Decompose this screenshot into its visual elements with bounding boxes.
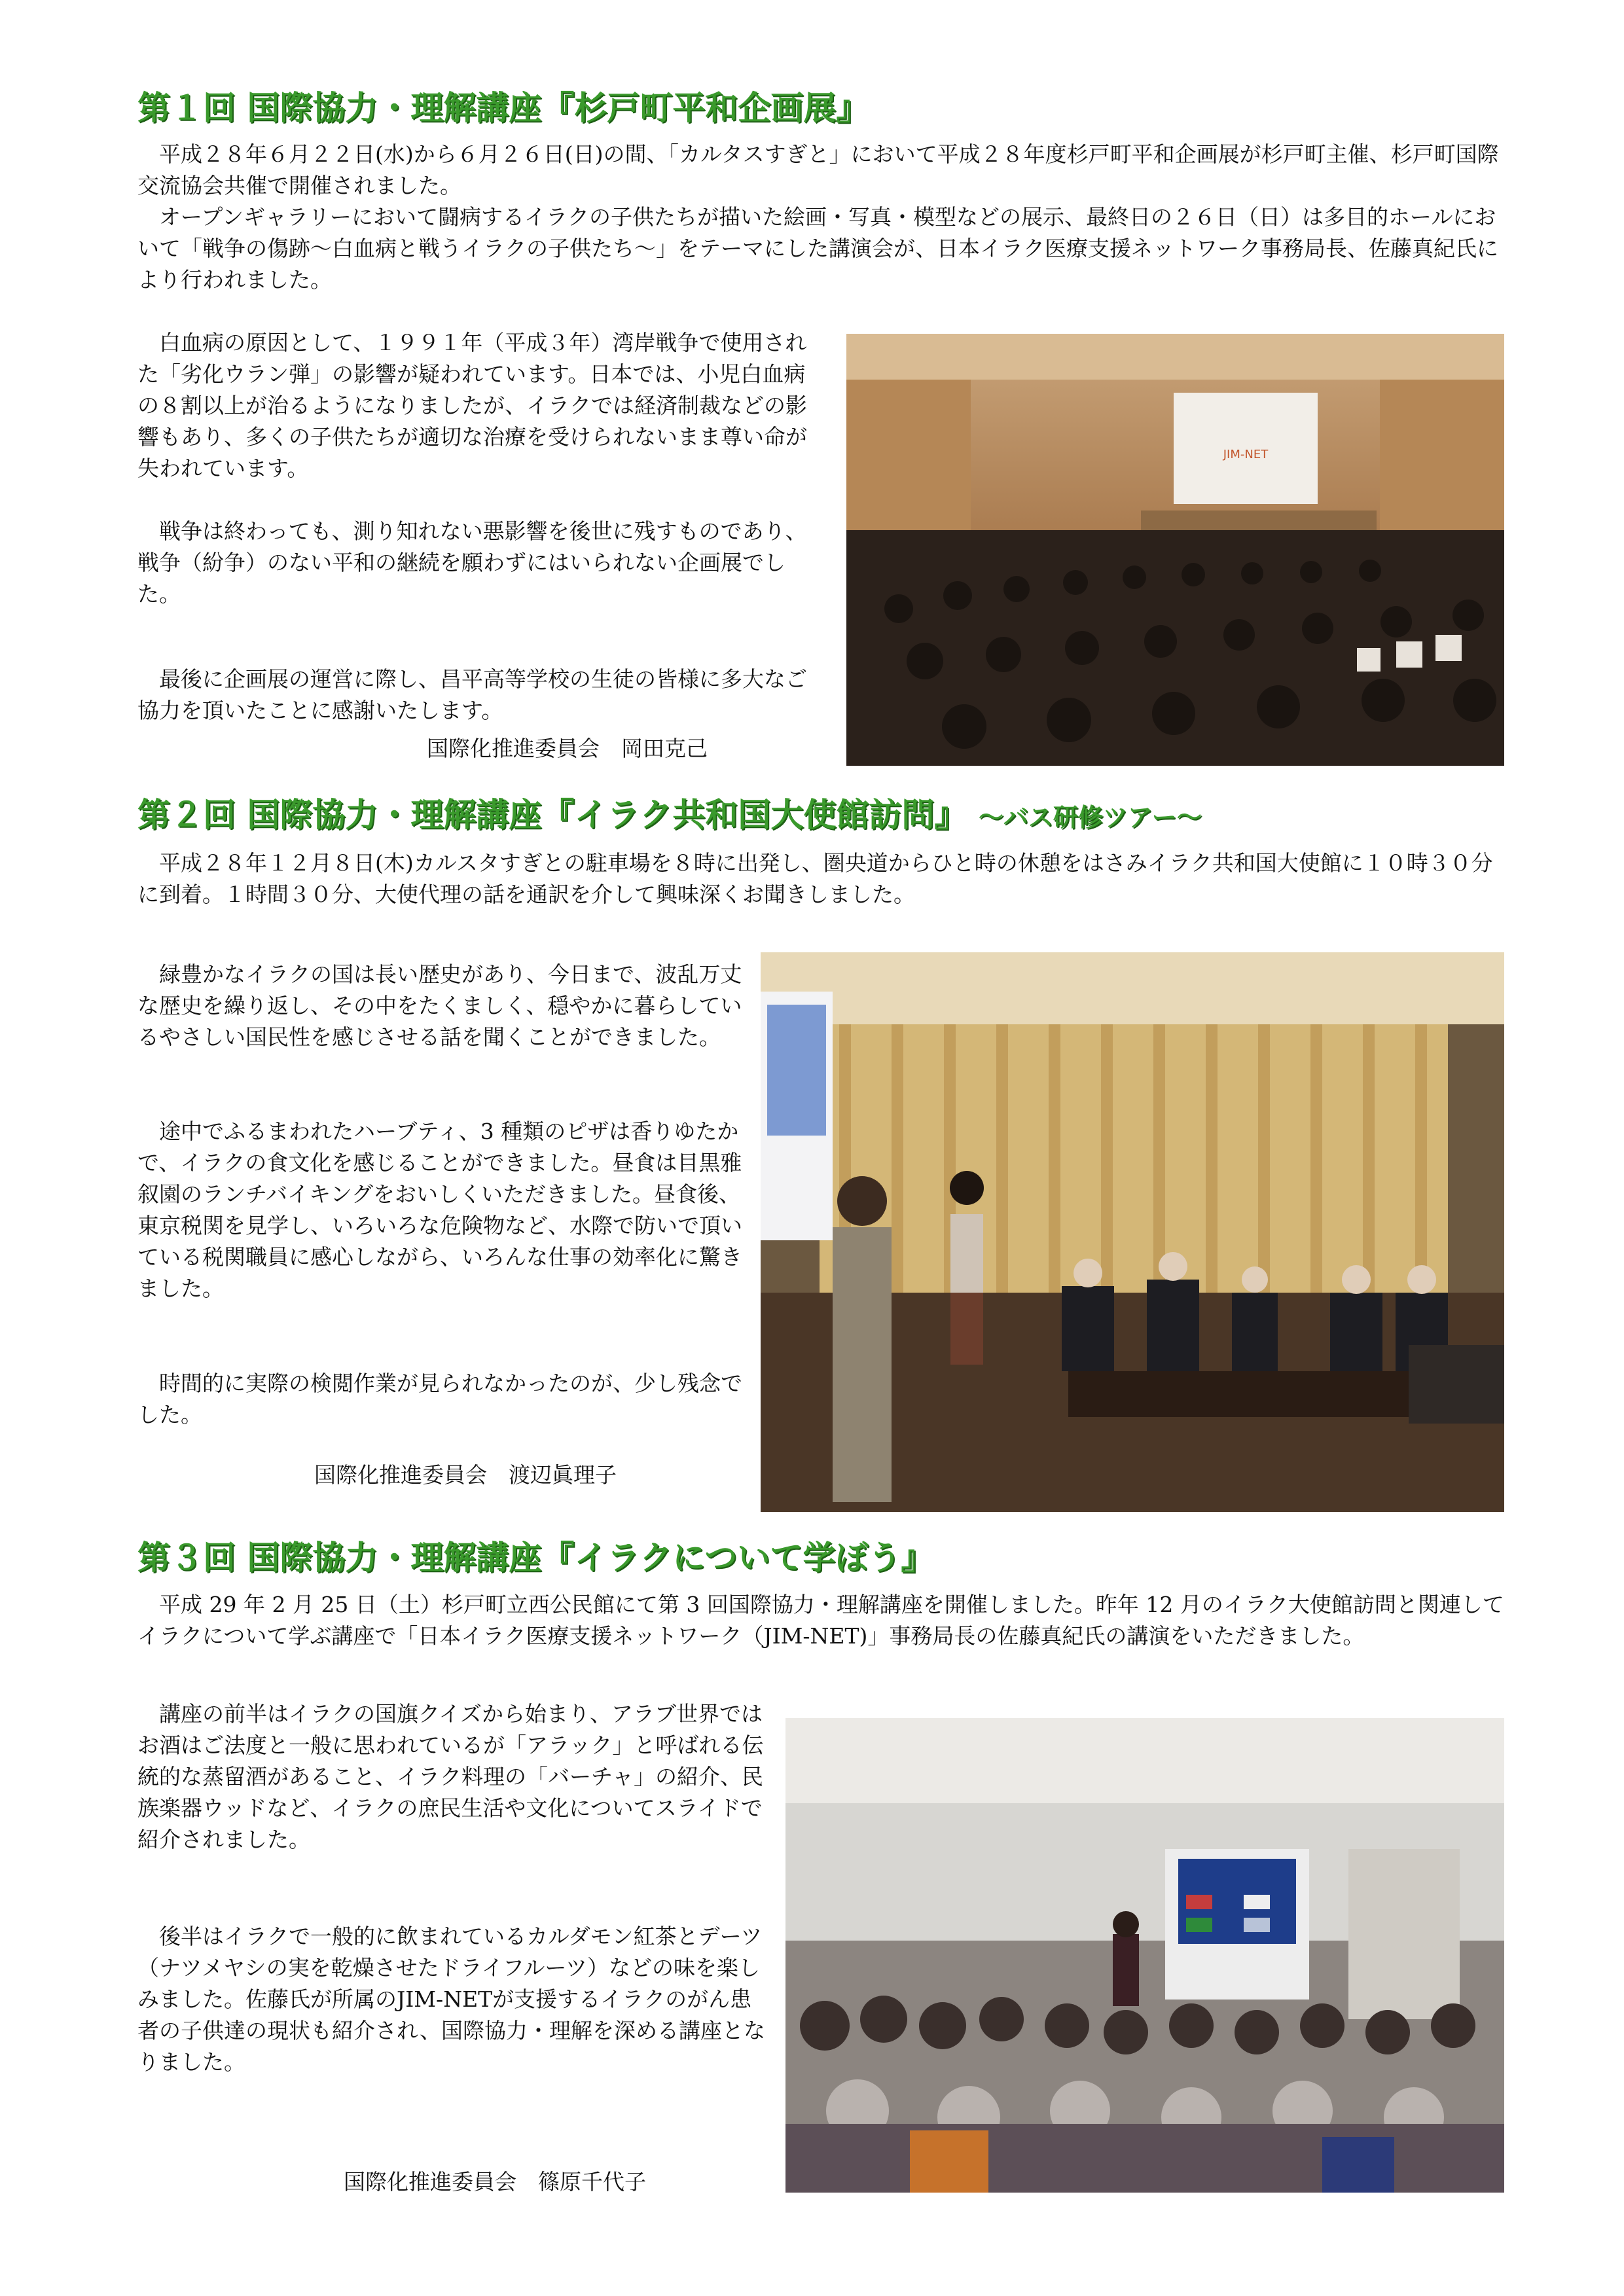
section2-title-text: 第２回 国際協力・理解講座『イラク共和国大使館訪問』 [137, 796, 967, 834]
section2-body-2: 途中でふるまわれたハーブティ、3 種類のピザは香りゆたかで、イラクの食文化を感じることができました。昼食は目黒雅叙園のランチバイキングをおいしくいただきました。昼食後、東京税関を見学し、いろいろな危険物など、水際で防いで頂いている税関職員に感心しながら、いろんな仕事の効率化に驚きました。 [137, 1119, 742, 1301]
section1-body-3: 最後に企画展の運営に際し、昌平高等学校の生徒の皆様に多大なご協力を頂いたことに感謝いたします。 [137, 666, 807, 723]
section1-author: 国際化推進委員会 岡田克己 [427, 736, 708, 761]
section3-body-2: 後半はイラクで一般的に飲まれているカルダモン紅茶とデーツ（ナツメヤシの実を乾燥させたドライフルーツ）などの味を楽しみました。佐藤氏が所属のJIM-NETが支援するイラクのがん患者の子供達の現状も紹介され、国際協力・理解を深める講座となりました。 [137, 1924, 765, 2075]
section1-body-2: 戦争は終わっても、測り知れない悪影響を後世に残すものであり、戦争（紛争）のない平和の継続を願わずにはいられない企画展でした。 [137, 518, 807, 607]
section1-intro-1: 平成２８年６月２２日(水)から６月２６日(日)の間、「カルタスすぎと」において平成２８年度杉戸町平和企画展が杉戸町主催、杉戸町国際交流協会共催で開催されました。 [137, 141, 1499, 198]
section1-body-1: 白血病の原因として、１９９１年（平成３年）湾岸戦争で使用された「劣化ウラン弾」の影響が疑われています。日本では、小児白血病の８割以上が治るようになりましたが、イラクでは経済制裁などの影響もあり、多くの子供たちが適切な治療を受けられないまま尊い命が失われています。 [137, 330, 807, 481]
section3-author: 国際化推進委員会 篠原千代子 [344, 2169, 646, 2195]
section2-subtitle: ～バス研修ツアー～ [978, 803, 1202, 832]
section2-author: 国際化推進委員会 渡辺眞理子 [314, 1462, 617, 1488]
section2-title [137, 792, 1202, 840]
section3-photo-lecture [785, 1718, 1504, 2193]
section3-title [137, 1535, 933, 1581]
section1-photo-auditorium [846, 334, 1504, 766]
section2-body-1: 緑豊かなイラクの国は長い歴史があり、今日まで、波乱万丈な歴史を繰り返し、その中をたくましく、穏やかに暮らしているやさしい国民性を感じさせる話を聞くことができました。 [137, 961, 742, 1050]
section3-title-text: 第３回 国際協力・理解講座『イラクについて学ぼう』 [137, 1539, 934, 1577]
section1-intro-2: オープンギャラリーにおいて闘病するイラクの子供たちが描いた絵画・写真・模型などの展示、最終日の２６日（日）は多目的ホールにおいて「戦争の傷跡～白血病と戦うイラクの子供たち～」をテーマにした講演会が、日本イラク医療支援ネットワーク事務局長、佐藤真紀氏により行われました。 [137, 204, 1498, 293]
slide-text: JIM-NET [1223, 448, 1269, 461]
section2-intro: 平成２８年１２月８日(木)カルスタすぎとの駐車場を８時に出発し、圏央道からひと時の休憩をはさみイラク共和国大使館に１０時３０分に到着。１時間３０分、大使代理の話を通訳を介して興味深くお聞きしました。 [137, 850, 1493, 907]
section3-body-1: 講座の前半はイラクの国旗クイズから始まり、アラブ世界ではお酒はご法度と一般に思われているが「アラック」と呼ばれる伝統的な蒸留酒があること、イラク料理の「バーチャ」の紹介、民族楽器ウッドなど、イラクの庶民生活や文化についてスライドで紹介されました。 [137, 1701, 764, 1852]
section2-body-3: 時間的に実際の検閲作業が見られなかったのが、少し残念でした。 [137, 1371, 742, 1427]
section2-photo-embassy-meeting [761, 952, 1504, 1512]
section3-intro: 平成 29 年 2 月 25 日（土）杉戸町立西公民館にて第 3 回国際協力・理解講座を開催しました。昨年 12 月のイラク大使館訪問と関連してイラクについて学ぶ講座で「日本イラク医療支援ネットワーク（JIM-NET)」事務局長の佐藤真紀氏の講演をいただきました。 [137, 1592, 1504, 1649]
section1-title [137, 85, 869, 131]
section1-title-text: 第１回 国際協力・理解講座『杉戸町平和企画展』 [137, 89, 869, 127]
